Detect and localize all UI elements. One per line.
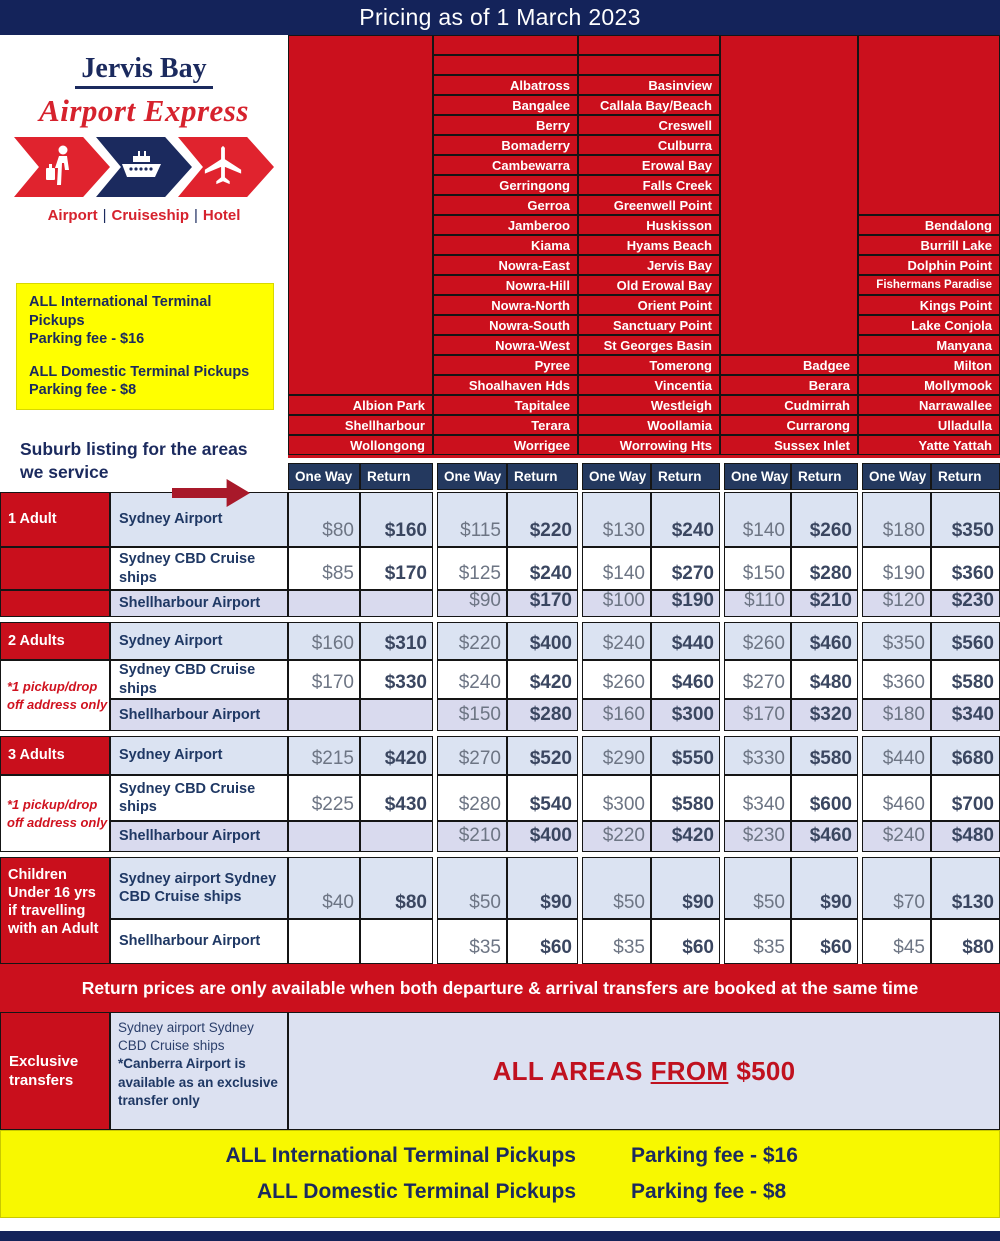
price-one-way: $240: [582, 622, 651, 660]
suburb-cell: Kiama: [433, 235, 578, 255]
tagline-hotel: Hotel: [202, 207, 241, 224]
price-one-way: $290: [582, 736, 651, 775]
exclusive-price-from: FROM: [650, 1055, 729, 1086]
exclusive-description: [110, 1012, 288, 1130]
price-return: $350: [931, 492, 1000, 547]
pricing-block: [0, 492, 1000, 617]
price-one-way: $270: [724, 660, 791, 699]
cruise-ship-icon: [124, 150, 164, 185]
suburb-column: [288, 35, 433, 458]
price-return: $430: [360, 775, 433, 821]
exclusive-price: [288, 1012, 1000, 1130]
suburb-cell: Fishermans Paradise: [858, 275, 1000, 295]
price-return: $90: [507, 857, 578, 919]
price-one-way: $85: [288, 547, 360, 590]
return-note-banner: Return prices are only available when both departure & arrival transfers are booked at the same time: [0, 964, 1000, 1012]
price-return: $580: [931, 660, 1000, 699]
price-one-way: $50: [582, 857, 651, 919]
pricing-block: [0, 857, 1000, 964]
logo-tagline: [0, 207, 288, 224]
suburb-empty-cell: [433, 55, 578, 75]
column-header: Return: [360, 463, 433, 490]
route-label: Sydney CBD Cruise ships: [110, 547, 288, 590]
price-one-way: $90: [437, 590, 507, 617]
suburb-column: [433, 35, 578, 458]
price-return: $260: [791, 492, 858, 547]
price-row: [110, 857, 1000, 919]
price-return: $60: [651, 919, 720, 964]
suburb-cell: Pyree: [433, 355, 578, 375]
intl-fee-line: Parking fee - $16: [29, 331, 145, 348]
price-return: $170: [507, 590, 578, 617]
price-return: $300: [651, 699, 720, 731]
route-label: Shellharbour Airport: [110, 821, 288, 852]
suburb-cell: Bangalee: [433, 95, 578, 115]
price-one-way: $140: [582, 547, 651, 590]
price-one-way: $120: [862, 590, 931, 617]
price-return: $680: [931, 736, 1000, 775]
price-one-way: $160: [288, 622, 360, 660]
price-return: [360, 919, 433, 964]
price-return: $480: [791, 660, 858, 699]
price-return: $460: [791, 622, 858, 660]
price-return: $340: [931, 699, 1000, 731]
price-one-way: $240: [437, 660, 507, 699]
route-label: Shellharbour Airport: [110, 699, 288, 731]
price-return: $280: [791, 547, 858, 590]
suburb-cell: Sussex Inlet: [720, 435, 858, 455]
column-header: One Way: [288, 463, 360, 490]
suburb-cell: Huskisson: [578, 215, 720, 235]
suburb-cell: Milton: [858, 355, 1000, 375]
route-label: Sydney CBD Cruise ships: [110, 775, 288, 821]
suburb-cell: Yatte Yattah: [858, 435, 1000, 455]
suburb-cell: Orient Point: [578, 295, 720, 315]
price-return: $400: [507, 622, 578, 660]
price-return: $330: [360, 660, 433, 699]
suburb-cell: Burrill Lake: [858, 235, 1000, 255]
parking-fee-footer: [0, 1130, 1000, 1218]
person-luggage-icon: [48, 144, 76, 191]
footer-domestic-fee: Parking fee - $8: [631, 1180, 787, 1204]
suburb-cell: Callala Bay/Beach: [578, 95, 720, 115]
suburb-cell: St Georges Basin: [578, 335, 720, 355]
price-return: $270: [651, 547, 720, 590]
price-one-way: $150: [724, 547, 791, 590]
suburb-cell: Albatross: [433, 75, 578, 95]
price-one-way: $130: [582, 492, 651, 547]
suburb-note: Suburb listing for the areas we service: [20, 439, 248, 482]
price-one-way: $280: [437, 775, 507, 821]
suburb-cell: Nowra-West: [433, 335, 578, 355]
price-return: $360: [931, 547, 1000, 590]
price-one-way: $35: [582, 919, 651, 964]
suburb-cell: Shoalhaven Hds: [433, 375, 578, 395]
pricing-block: [0, 736, 1000, 852]
price-return: $90: [651, 857, 720, 919]
price-one-way: $350: [862, 622, 931, 660]
price-return: $420: [651, 821, 720, 852]
price-one-way: $170: [288, 660, 360, 699]
suburb-cell: Berara: [720, 375, 858, 395]
suburb-cell: Nowra-East: [433, 255, 578, 275]
group-label: Children Under 16 yrs if travelling with an Adult: [0, 857, 110, 964]
page-title: Pricing as of 1 March 2023: [0, 0, 1000, 35]
column-header: Return: [931, 463, 1000, 490]
price-row: [110, 660, 1000, 699]
price-one-way: $140: [724, 492, 791, 547]
logo-chevrons: [0, 137, 288, 197]
suburb-cell: Shellharbour: [288, 415, 433, 435]
logo-title: Jervis Bay: [75, 53, 212, 89]
suburb-cell: Tomerong: [578, 355, 720, 375]
domestic-fee-line: Parking fee - $8: [29, 382, 137, 399]
price-return: $160: [360, 492, 433, 547]
suburb-empty-cell: [578, 35, 720, 55]
route-label: Sydney Airport: [110, 492, 288, 547]
suburb-cell: Nowra-North: [433, 295, 578, 315]
suburb-cell: Tapitalee: [433, 395, 578, 415]
price-return: $90: [791, 857, 858, 919]
price-one-way: [288, 590, 360, 617]
footer-intl-fee: Parking fee - $16: [631, 1143, 798, 1167]
route-label: Sydney Airport: [110, 622, 288, 660]
group-note: *1 pickup/drop off address only: [0, 775, 110, 852]
suburb-cell: Gerroa: [433, 195, 578, 215]
column-header: Return: [651, 463, 720, 490]
suburb-cell: Ulladulla: [858, 415, 1000, 435]
price-one-way: $180: [862, 699, 931, 731]
price-one-way: $440: [862, 736, 931, 775]
column-header: One Way: [437, 463, 507, 490]
route-label: Sydney Airport: [110, 736, 288, 775]
price-one-way: $220: [437, 622, 507, 660]
price-return: $240: [507, 547, 578, 590]
price-return: $540: [507, 775, 578, 821]
price-return: $700: [931, 775, 1000, 821]
suburb-cell: Vincentia: [578, 375, 720, 395]
price-one-way: $225: [288, 775, 360, 821]
suburb-empty-cell: [433, 35, 578, 55]
suburb-cell: Berry: [433, 115, 578, 135]
suburb-cell: Dolphin Point: [858, 255, 1000, 275]
price-one-way: $240: [862, 821, 931, 852]
suburb-empty-cell: [578, 55, 720, 75]
price-row: [110, 821, 1000, 852]
exclusive-price-pre: ALL AREAS: [492, 1055, 643, 1086]
suburb-cell: Albion Park: [288, 395, 433, 415]
group-label: 1 Adult: [0, 492, 110, 547]
suburb-cell: Falls Creek: [578, 175, 720, 195]
suburb-column: [578, 35, 720, 458]
price-return: $80: [360, 857, 433, 919]
exclusive-transfers-row: [0, 1012, 1000, 1130]
footer-row-domestic: [1, 1180, 999, 1204]
price-return: $190: [651, 590, 720, 617]
route-label: Shellharbour Airport: [110, 590, 288, 617]
price-return: $310: [360, 622, 433, 660]
price-one-way: $45: [862, 919, 931, 964]
suburb-cell: Cambewarra: [433, 155, 578, 175]
price-one-way: [288, 699, 360, 731]
price-one-way: $460: [862, 775, 931, 821]
domestic-pickup-line: ALL Domestic Terminal Pickups: [29, 363, 250, 380]
suburb-cell: Terara: [433, 415, 578, 435]
exclusive-desc-canberra: *Canberra Airport is available as an exclusive transfer only: [118, 1056, 278, 1108]
price-one-way: $70: [862, 857, 931, 919]
suburb-cell: Worrowing Hts: [578, 435, 720, 455]
traveller-chevron: [14, 137, 110, 197]
price-one-way: $260: [724, 622, 791, 660]
route-label: Shellharbour Airport: [110, 919, 288, 964]
bottom-bar: [0, 1231, 1000, 1241]
price-one-way: $50: [724, 857, 791, 919]
price-one-way: $110: [724, 590, 791, 617]
price-one-way: $40: [288, 857, 360, 919]
route-label: Sydney CBD Cruise ships: [110, 660, 288, 699]
pricing-block: [0, 622, 1000, 731]
suburb-cell: Creswell: [578, 115, 720, 135]
price-one-way: $160: [582, 699, 651, 731]
price-one-way: $270: [437, 736, 507, 775]
suburb-cell: Cudmirrah: [720, 395, 858, 415]
price-return: [360, 821, 433, 852]
price-one-way: $330: [724, 736, 791, 775]
group-label: 3 Adults: [0, 736, 110, 775]
price-one-way: $170: [724, 699, 791, 731]
price-one-way: $360: [862, 660, 931, 699]
price-one-way: $115: [437, 492, 507, 547]
price-one-way: $150: [437, 699, 507, 731]
group-label: 2 Adults: [0, 622, 110, 660]
suburb-cell: Nowra-Hill: [433, 275, 578, 295]
price-one-way: $215: [288, 736, 360, 775]
price-return: $580: [651, 775, 720, 821]
price-return: $550: [651, 736, 720, 775]
suburb-cell: Mollymook: [858, 375, 1000, 395]
price-return: $220: [507, 492, 578, 547]
price-return: $170: [360, 547, 433, 590]
group-note: *1 pickup/drop off address only: [0, 660, 110, 731]
tagline-cruiseship: Cruiseship: [111, 207, 190, 224]
price-return: [360, 590, 433, 617]
price-row: [110, 919, 1000, 964]
suburb-cell: Kings Point: [858, 295, 1000, 315]
column-header: One Way: [582, 463, 651, 490]
suburb-empty-area: [858, 35, 1000, 215]
suburb-empty-area: [720, 35, 858, 355]
price-row: [110, 492, 1000, 547]
column-header: One Way: [862, 463, 931, 490]
tagline-airport: Airport: [47, 207, 98, 224]
parking-info-box: [16, 283, 274, 410]
suburb-column: [858, 35, 1000, 458]
price-one-way: $300: [582, 775, 651, 821]
suburb-cell: Worrigee: [433, 435, 578, 455]
group-label-empty: [0, 590, 110, 617]
price-return: $240: [651, 492, 720, 547]
footer-intl-label: ALL International Terminal Pickups: [225, 1143, 576, 1167]
price-one-way: $220: [582, 821, 651, 852]
price-one-way: [288, 919, 360, 964]
price-row: [110, 775, 1000, 821]
price-one-way: $260: [582, 660, 651, 699]
price-return: $280: [507, 699, 578, 731]
price-one-way: $35: [724, 919, 791, 964]
price-row: [110, 622, 1000, 660]
price-row: [110, 590, 1000, 617]
suburb-cell: Culburra: [578, 135, 720, 155]
price-return: $80: [931, 919, 1000, 964]
suburb-cell: Currarong: [720, 415, 858, 435]
airplane-chevron: [178, 137, 274, 197]
exclusive-price-amount: $500: [736, 1055, 796, 1086]
suburb-cell: Old Erowal Bay: [578, 275, 720, 295]
price-row: [110, 699, 1000, 731]
intl-pickup-line: ALL International Terminal Pickups: [29, 294, 212, 329]
price-one-way: $100: [582, 590, 651, 617]
price-one-way: $190: [862, 547, 931, 590]
suburb-cell: Jamberoo: [433, 215, 578, 235]
suburb-cell: Gerringong: [433, 175, 578, 195]
pricing-table: [0, 492, 1000, 964]
price-return: $400: [507, 821, 578, 852]
suburb-cell: Woollamia: [578, 415, 720, 435]
price-return: $440: [651, 622, 720, 660]
price-return: $580: [791, 736, 858, 775]
suburb-cell: Narrawallee: [858, 395, 1000, 415]
price-return: [360, 699, 433, 731]
price-one-way: $180: [862, 492, 931, 547]
price-one-way: $210: [437, 821, 507, 852]
suburb-cell: Greenwell Point: [578, 195, 720, 215]
footer-row-international: [1, 1144, 999, 1168]
price-one-way: $35: [437, 919, 507, 964]
price-return: $460: [791, 821, 858, 852]
suburb-cell: Basinview: [578, 75, 720, 95]
airplane-icon: [208, 144, 244, 191]
left-panel: [0, 35, 288, 482]
column-header: Return: [791, 463, 858, 490]
price-one-way: $80: [288, 492, 360, 547]
price-return: $130: [931, 857, 1000, 919]
price-return: $420: [507, 660, 578, 699]
suburb-cell: Bomaderry: [433, 135, 578, 155]
suburb-cell: Jervis Bay: [578, 255, 720, 275]
suburb-cell: Erowal Bay: [578, 155, 720, 175]
group-label-empty: [0, 547, 110, 590]
price-return: $210: [791, 590, 858, 617]
tagline-separator: |: [194, 207, 198, 224]
price-return: $60: [507, 919, 578, 964]
price-return: $60: [791, 919, 858, 964]
price-return: $460: [651, 660, 720, 699]
suburb-cell: Hyams Beach: [578, 235, 720, 255]
price-return: $560: [931, 622, 1000, 660]
exclusive-desc-routes: Sydney airport Sydney CBD Cruise ships: [118, 1020, 254, 1054]
price-return: $480: [931, 821, 1000, 852]
price-return: $520: [507, 736, 578, 775]
price-return: $230: [931, 590, 1000, 617]
price-row: [110, 736, 1000, 775]
suburb-cell: Lake Conjola: [858, 315, 1000, 335]
suburb-cell: Nowra-South: [433, 315, 578, 335]
footer-domestic-label: ALL Domestic Terminal Pickups: [257, 1180, 576, 1204]
price-return: $320: [791, 699, 858, 731]
suburb-grid: [288, 35, 1000, 458]
route-label: Sydney airport Sydney CBD Cruise ships: [110, 857, 288, 919]
exclusive-label: Exclusive transfers: [0, 1012, 110, 1130]
price-one-way: $125: [437, 547, 507, 590]
column-header: One Way: [724, 463, 791, 490]
price-one-way: [288, 821, 360, 852]
suburb-cell: Manyana: [858, 335, 1000, 355]
cruiseship-chevron: [96, 137, 192, 197]
price-return: $600: [791, 775, 858, 821]
price-row: [110, 547, 1000, 590]
suburb-cell: Sanctuary Point: [578, 315, 720, 335]
price-one-way: $230: [724, 821, 791, 852]
suburb-cell: Badgee: [720, 355, 858, 375]
company-logo: [0, 53, 288, 224]
logo-subtitle: Airport Express: [39, 93, 249, 128]
suburb-cell: Wollongong: [288, 435, 433, 455]
column-header: Return: [507, 463, 578, 490]
suburb-empty-area: [288, 35, 433, 395]
tagline-separator: |: [102, 207, 107, 224]
price-header-row: [288, 463, 1000, 490]
price-one-way: $340: [724, 775, 791, 821]
suburb-column: [720, 35, 858, 458]
suburb-cell: Bendalong: [858, 215, 1000, 235]
price-one-way: $50: [437, 857, 507, 919]
price-return: $420: [360, 736, 433, 775]
suburb-cell: Westleigh: [578, 395, 720, 415]
